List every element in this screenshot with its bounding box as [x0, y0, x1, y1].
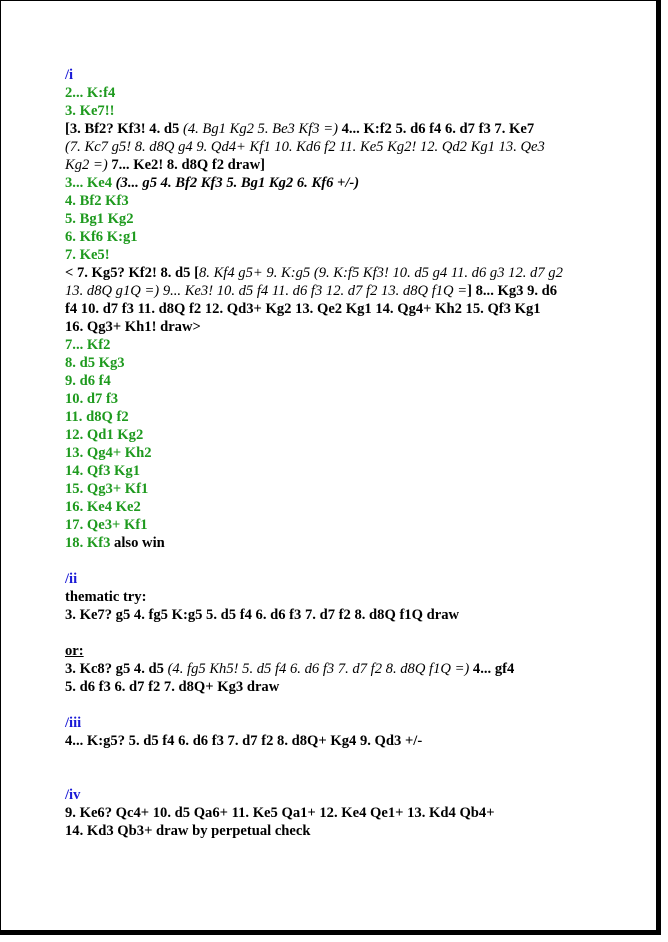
- variation-line: [65, 156, 625, 174]
- subvariation-text: Kg2 =): [65, 157, 108, 173]
- section-label-i: /i: [65, 67, 74, 83]
- section-label-ii: /ii: [65, 571, 78, 587]
- variation-line: 9. Ke6? Qc4+ 10. d5 Qa6+ 11. Ke5 Qa1+ 12. Ke4 Qe1+ 13. Kd4 Qb4+: [65, 805, 495, 821]
- subvariation-text: (4. Bg1 Kg2 5. Be3 Kf3 =): [182, 121, 338, 137]
- variation-line: f4 10. d7 f3 11. d8Q f2 12. Qd3+ Kg2 13. Qe2 Kg1 14. Qg4+ Kh2 15. Qf3 Kg1: [65, 301, 541, 317]
- annotation-text: also win: [110, 535, 165, 551]
- spacer: [65, 750, 625, 786]
- move-line: 10. d7 f3: [65, 391, 119, 407]
- move-line: 16. Ke4 Ke2: [65, 499, 141, 515]
- move-line: 14. Qf3 Kg1: [65, 463, 140, 479]
- variation-text: 3. Kc8? g5 4. d5: [65, 661, 168, 677]
- move-line: 7... Kf2: [65, 337, 111, 353]
- section-label-iv: /iv: [65, 787, 81, 803]
- subvariation-line: (7. Kc7 g5! 8. d8Q g4 9. Qd4+ Kf1 10. Kd6 f2 11. Ke5 Kg2! 12. Qd2 Kg1 13. Qe3: [65, 139, 545, 155]
- variation-line: 3. Ke7? g5 4. fg5 K:g5 5. d5 f4 6. d6 f3 7. d7 f2 8. d8Q f1Q draw: [65, 607, 460, 623]
- variation-text: 4... gf4: [469, 661, 515, 677]
- subvariation-text: (3... g5 4. Bf2 Kf3 5. Bg1 Kg2 6. Kf6 +/-): [115, 175, 360, 191]
- move-line: 7. Ke5!: [65, 247, 110, 263]
- move-line: 11. d8Q f2: [65, 409, 129, 425]
- variation-text: [3. Bf2? Kf3! 4. d5: [65, 121, 183, 137]
- move-line: 13. Qg4+ Kh2: [65, 445, 152, 461]
- move-line: 9. d6 f4: [65, 373, 111, 389]
- move-line: 2... K:f4: [65, 85, 116, 101]
- subvariation-text: 9... Ke3! 10. d5 f4 11. d6 f3 12. d7 f2 13. d8Q f1Q =: [162, 283, 468, 299]
- subvariation-text: 8. Kf4 g5+ 9. K:g5 (: [198, 265, 319, 281]
- variation-line: 14. Kd3 Qb3+ draw by perpetual check: [65, 823, 311, 839]
- section-heading: thematic try:: [65, 589, 147, 605]
- move-line: 4. Bf2 Kf3: [65, 193, 129, 209]
- subvariation-text: 13. d8Q g1Q =): [65, 283, 163, 299]
- variation-line: [65, 282, 625, 300]
- variation-text: 4... K:f2 5. d6 f4 6. d7 f3 7. Ke7: [337, 121, 535, 137]
- move-line: 5. Bg1 Kg2: [65, 211, 134, 227]
- variation-text: 7... Ke2! 8. d8Q f2 draw]: [107, 157, 265, 173]
- section-label-iii: /iii: [65, 715, 82, 731]
- variation-line: 5. d6 f3 6. d7 f2 7. d8Q+ Kg3 draw: [65, 679, 280, 695]
- page-content: [65, 66, 625, 840]
- variation-line: [65, 174, 625, 192]
- subvariation-text: 9. K:f5 Kf3! 10. d5 g4 11. d6 g3 12. d7 g2: [318, 265, 563, 281]
- or-heading: or:: [65, 643, 84, 659]
- move-text: 18. Kf3: [65, 535, 111, 551]
- move-text: 3... Ke4: [65, 175, 116, 191]
- variation-text: ] 8... Kg3 9. d6: [467, 283, 558, 299]
- move-line: 3. Ke7!!: [65, 103, 115, 119]
- spacer: [65, 624, 625, 642]
- move-line: [65, 534, 625, 552]
- move-line: 8. d5 Kg3: [65, 355, 125, 371]
- subvariation-text: (4. fg5 Kh5! 5. d5 f4 6. d6 f3 7. d7 f2 8. d8Q f1Q =): [167, 661, 470, 677]
- variation-line: 16. Qg3+ Kh1! draw>: [65, 319, 201, 335]
- variation-line: [65, 120, 625, 138]
- variation-line: 4... K:g5? 5. d5 f4 6. d6 f3 7. d7 f2 8. d8Q+ Kg4 9. Qd3 +/-: [65, 733, 423, 749]
- variation-line: [65, 660, 625, 678]
- move-line: 6. Kf6 K:g1: [65, 229, 138, 245]
- spacer: [65, 552, 625, 570]
- move-line: 17. Qe3+ Kf1: [65, 517, 148, 533]
- move-line: 15. Qg3+ Kf1: [65, 481, 149, 497]
- spacer: [65, 696, 625, 714]
- variation-text: < 7. Kg5? Kf2! 8. d5 [: [65, 265, 199, 281]
- variation-line: [65, 264, 625, 282]
- move-line: 12. Qd1 Kg2: [65, 427, 144, 443]
